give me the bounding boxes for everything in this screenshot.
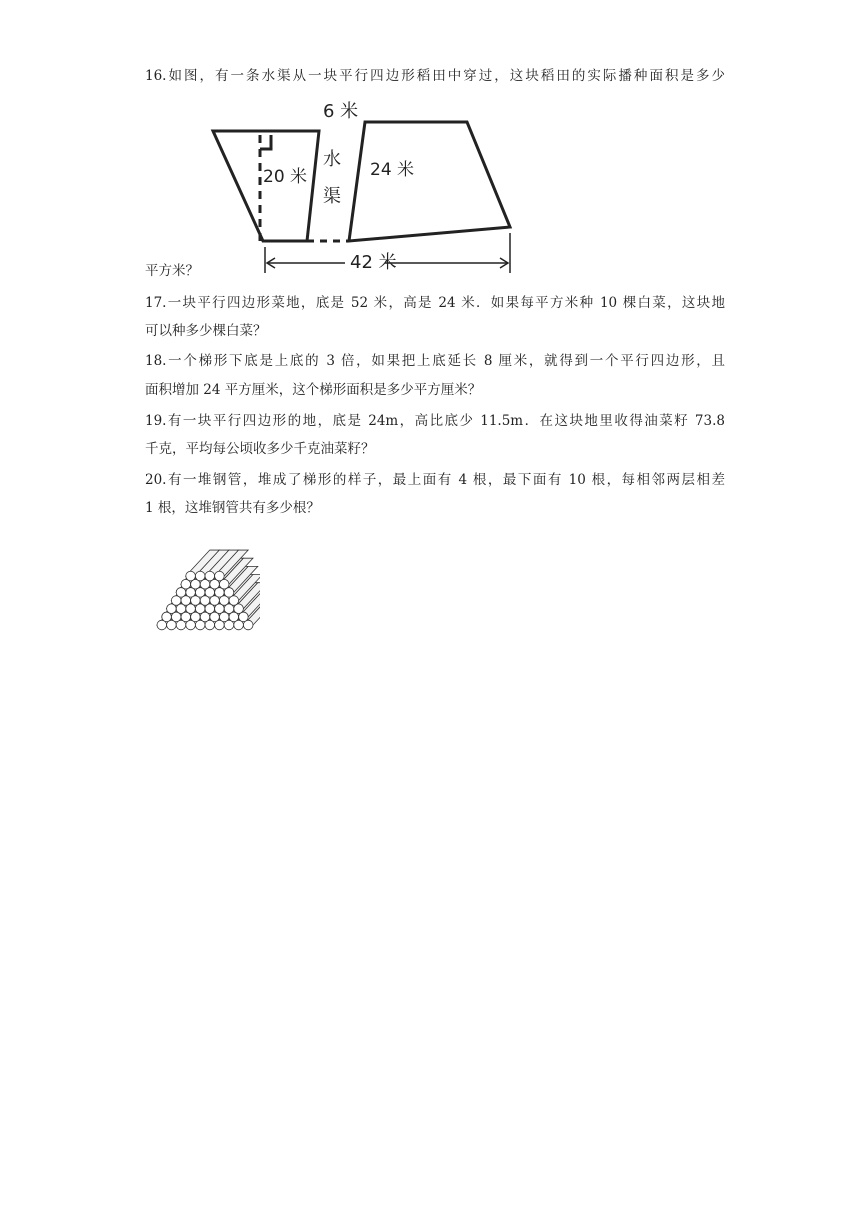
q19-text-line2: 千克，平均每公顷收多少千克油菜籽？ xyxy=(145,441,375,457)
right-field-shape xyxy=(349,122,510,241)
q20-figure-steel-pipe-stack xyxy=(145,525,260,637)
base-length-label: 42 米 xyxy=(350,252,397,273)
q20-text-line1: 20.有一堆钢管，堆成了梯形的样子，最上面有 4 根，最下面有 10 根，每相邻两层相差 xyxy=(145,472,725,488)
top-width-label: 6 米 xyxy=(323,101,359,122)
q20-text-line2: 1 根，这堆钢管共有多少根？ xyxy=(145,500,320,516)
pipe-end xyxy=(186,571,196,581)
q16-text-line2: 平方米？ xyxy=(145,263,199,279)
left-height-label: 20 米 xyxy=(263,167,308,187)
q16-text-line1: 16.如图，有一条水渠从一块平行四边形稻田中穿过，这块稻田的实际播种面积是多少 xyxy=(145,68,725,84)
pipe-end xyxy=(195,571,205,581)
q17-text-line2: 可以种多少棵白菜？ xyxy=(145,323,267,339)
right-height-label: 24 米 xyxy=(370,160,415,180)
q18-text-line2: 面积增加 24 平方厘米，这个梯形面积是多少平方厘米？ xyxy=(145,382,482,398)
pipe-end xyxy=(205,571,215,581)
pipe-end xyxy=(215,571,225,581)
right-angle-mark xyxy=(260,135,271,149)
channel-label-2: 渠 xyxy=(323,186,341,207)
q17-text-line1: 17.一块平行四边形菜地，底是 52 米，高是 24 米．如果每平方米种 10 棵白菜，这块地 xyxy=(145,295,725,311)
q19-text-line1: 19.有一块平行四边形的地，底是 24m，高比底少 11.5m．在这块地里收得油菜籽 73.8 xyxy=(145,413,725,429)
channel-label-1: 水 xyxy=(323,149,341,170)
q16-figure-parallelogram-field xyxy=(205,95,525,280)
q18-text-line1: 18.一个梯形下底是上底的 3 倍，如果把上底延长 8 厘米，就得到一个平行四边形，且 xyxy=(145,353,725,369)
